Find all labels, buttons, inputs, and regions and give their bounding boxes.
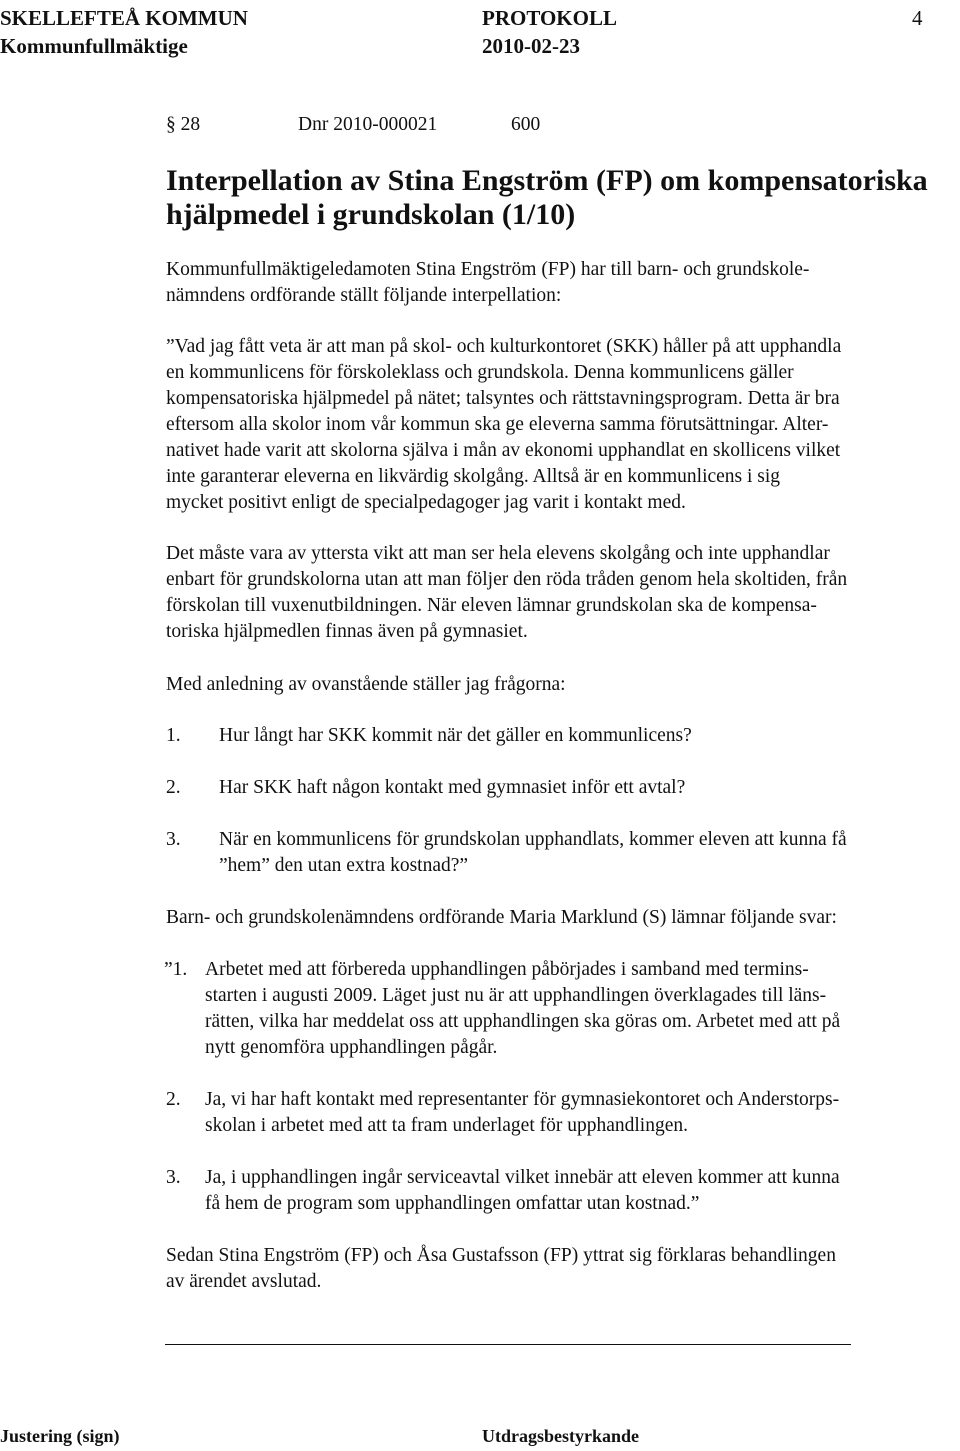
org-name: SKELLEFTEÅ KOMMUN xyxy=(0,6,248,30)
question-number: 1. xyxy=(166,725,181,746)
answer-number: 2. xyxy=(166,1089,181,1110)
text-line: av ärendet avslutad. xyxy=(166,1271,322,1292)
text-line: toriska hjälpmedlen finnas även på gymnasiet. xyxy=(166,621,528,642)
closing-separator-line xyxy=(165,1344,851,1345)
interpellation-paragraph-2 xyxy=(166,541,956,645)
text-line: eftersom alla skolor inom vår kommun ska ge eleverna samma förutsättningar. Alter- xyxy=(166,414,829,435)
answer-intro: Barn- och grundskolenämndens ordförande Maria Marklund (S) lämnar följande svar: xyxy=(166,907,837,928)
text-line: Kommunfullmäktigeledamoten Stina Engström (FP) har till barn- och grundskole- xyxy=(166,259,810,280)
text-line: När en kommunlicens för grundskolan upphandlats, kommer eleven att kunna få xyxy=(219,829,847,850)
meeting-body: Kommunfullmäktige xyxy=(0,34,188,58)
question-number: 2. xyxy=(166,777,181,798)
footer-signature-label: Justering (sign) xyxy=(0,1426,120,1446)
text-line: Ja, vi har haft kontakt med representanter för gymnasiekontoret och Anderstorps- xyxy=(205,1089,840,1110)
answer-number: ”1. xyxy=(164,959,188,980)
meeting-date: 2010-02-23 xyxy=(482,34,580,58)
text-line: en kommunlicens för förskoleklass och grundskola. Denna kommunlicens gäller xyxy=(166,362,794,383)
question-text: Hur långt har SKK kommit när det gäller en kommunlicens? xyxy=(219,725,692,746)
text-line: Ja, i upphandlingen ingår serviceavtal vilket innebär att eleven kommer att kunna xyxy=(205,1167,840,1188)
answer-text xyxy=(205,1165,840,1217)
interpellation-paragraph-1 xyxy=(166,334,956,516)
answer-text xyxy=(205,1087,839,1139)
text-line: nytt genomföra upphandlingen pågår. xyxy=(205,1037,498,1058)
text-line: enbart för grundskolorna utan att man följer den röda tråden genom hela skoltiden, från xyxy=(166,569,848,590)
conclusion-paragraph xyxy=(166,1243,956,1295)
footer-certification-label: Utdragsbestyrkande xyxy=(482,1426,640,1446)
doc-type: PROTOKOLL xyxy=(482,6,617,30)
answer-text xyxy=(205,957,840,1061)
question-text xyxy=(219,827,847,879)
answer-number: 3. xyxy=(166,1167,181,1188)
title-line: Interpellation av Stina Engström (FP) om kompensatoriska xyxy=(166,164,928,197)
text-line: kompensatoriska hjälpmedel på nätet; talsyntes och rättstavningsprogram. Detta är bra xyxy=(166,388,840,409)
page-number: 4 xyxy=(912,6,923,30)
page-title xyxy=(166,164,956,232)
title-line: hjälpmedel i grundskolan (1/10) xyxy=(166,198,576,231)
text-line: ”hem” den utan extra kostnad?” xyxy=(219,855,469,876)
questions-intro: Med anledning av ovanstående ställer jag frågorna: xyxy=(166,674,566,695)
text-line: få hem de program som upphandlingen omfattar utan kostnad.” xyxy=(205,1193,700,1214)
text-line: starten i augusti 2009. Läget just nu är att upphandlingen överklagades till läns- xyxy=(205,985,827,1006)
text-line: skolan i arbetet med att ta fram underlaget för upphandlingen. xyxy=(205,1115,688,1136)
text-line: mycket positivt enligt de specialpedagoger jag varit i kontakt med. xyxy=(166,492,686,513)
text-line: nämndens ordförande ställt följande interpellation: xyxy=(166,285,562,306)
text-line: inte garanterar eleverna en likvärdig skolgång. Alltså är en kommunlicens i sig xyxy=(166,466,781,487)
text-line: rätten, vilka har meddelat oss att upphandlingen ska göras om. Arbetet med att på xyxy=(205,1011,841,1032)
text-line: Arbetet med att förbereda upphandlingen påbörjades i samband med termins- xyxy=(205,959,809,980)
question-number: 3. xyxy=(166,829,181,850)
question-text: Har SKK haft någon kontakt med gymnasiet inför ett avtal? xyxy=(219,777,686,798)
case-code: 600 xyxy=(511,114,541,135)
text-line: nativet hade varit att skolorna själva i mån av ekonomi upphandlat en skollicens vilket xyxy=(166,440,841,461)
text-line: förskolan till vuxenutbildningen. När eleven lämnar grundskolan ska de kompensa- xyxy=(166,595,817,616)
text-line: ”Vad jag fått veta är att man på skol- och kulturkontoret (SKK) håller på att upphandla xyxy=(166,336,842,357)
diary-number: Dnr 2010-000021 xyxy=(298,114,438,135)
paragraph-number: § 28 xyxy=(166,114,201,135)
text-line: Sedan Stina Engström (FP) och Åsa Gustafsson (FP) yttrat sig förklaras behandlingen xyxy=(166,1245,836,1266)
intro-paragraph xyxy=(166,257,956,309)
text-line: Det måste vara av yttersta vikt att man ser hela elevens skolgång och inte upphandlar xyxy=(166,543,830,564)
